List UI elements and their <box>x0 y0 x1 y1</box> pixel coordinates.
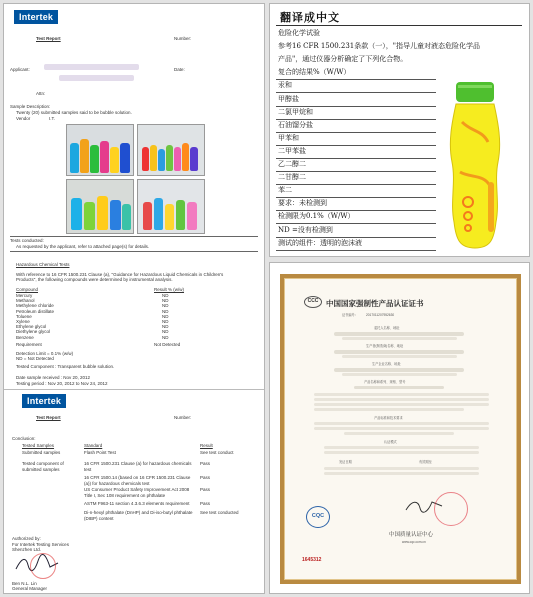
compound-name: Methanol <box>16 298 35 304</box>
conclusion-standard: Flash Point Test <box>84 450 116 455</box>
translation-line: 甲苯和 <box>278 133 299 142</box>
compound-name: Methylene chloride <box>16 303 54 309</box>
for-org: For Intertek Testing Services <box>12 542 69 547</box>
conclusion-standard: 16 CFR 1500.14 (based on 16 CFR 1500.231 Clause (a)) for hazardous chemicals test <box>84 475 191 486</box>
translation-line: 乙二醇二 <box>278 160 306 168</box>
hazard-heading: Hazardous Chemical Tests <box>16 262 70 267</box>
conclusion-result: Pass <box>200 501 211 506</box>
notes-text-1 <box>324 467 479 470</box>
col-result: Result <box>200 443 213 448</box>
conclusion-result: Pass <box>200 475 211 480</box>
certificate-frame <box>280 274 521 584</box>
intertek-logo: Intertek <box>14 10 58 24</box>
standard-text-1 <box>314 422 489 425</box>
signer-name: Ben N.L. Lin <box>12 581 37 586</box>
translation-line: 石油馏分盐 <box>278 120 313 129</box>
line-divider <box>276 158 436 159</box>
compound-result: ND <box>162 334 169 340</box>
intertek-logo-page2: Intertek <box>22 394 66 408</box>
validity-label: 有效期至 <box>419 460 432 464</box>
compound-column-header: Compound <box>16 287 39 292</box>
tests-conducted-heading: Tests conducted: <box>10 238 44 243</box>
sample-text: Twenty (20) submitted samples said to be bubble solution. <box>16 110 132 115</box>
conclusion-standard: ASTM F963-11 section 4.3.6.3 elements requirement <box>84 501 190 506</box>
issue-label: 发证日期 <box>339 460 352 464</box>
conclusion-result: See test conduct <box>200 450 234 455</box>
conclusion-result: See test conducted <box>200 510 239 515</box>
sample-heading: Sample Description: <box>10 104 51 109</box>
sample-photo-1 <box>66 124 134 176</box>
bubble-bottle-image <box>442 82 508 252</box>
page-break <box>4 389 265 390</box>
org-city: Shenzhen Ltd. <box>12 547 42 552</box>
attn-label: Attn: <box>36 91 46 96</box>
date-received: Date sample received : Nov 20, 2012 <box>16 375 91 380</box>
col-standard: Standard <box>84 443 103 448</box>
compound-result: ND <box>162 303 169 309</box>
official-seal <box>434 492 468 526</box>
maker-label: 生产者(制造商)名称、地址 <box>366 344 404 348</box>
translation-line: 甲醇盐 <box>278 94 299 103</box>
translation-line: 要求：未检测到 <box>278 199 327 208</box>
applicant-label: Applicant: <box>10 67 30 72</box>
line-divider <box>276 119 436 120</box>
compound-result: ND <box>162 298 169 304</box>
ccc-mark: CCC <box>304 296 322 308</box>
conclusion-heading: Conclusion: <box>12 436 36 441</box>
compound-name: Xylene <box>16 319 30 324</box>
vendor-value: I.T. <box>49 116 56 121</box>
standard-label: 产品标准和技术要求 <box>374 416 403 420</box>
certificate-org: 中国质量认证中心 <box>389 532 434 538</box>
sample-photo-4 <box>137 179 205 234</box>
result-column-header: Result % (w/w) <box>154 287 185 292</box>
line-divider <box>276 145 436 146</box>
signer-title: General Manager <box>12 586 48 591</box>
factory-label: 生产企业名称、地址 <box>372 362 401 366</box>
sample-photo-2 <box>137 124 205 176</box>
date-label: Date: <box>174 67 185 72</box>
col-tested-samples: Tested Samples <box>22 443 55 448</box>
compound-name: Diethylene glycol <box>16 329 51 335</box>
certificate-website: www.cqc.com.cn <box>402 540 426 544</box>
compound-name: Mercury <box>16 293 33 298</box>
requirement-value: Not Detected <box>154 342 181 347</box>
line-divider <box>276 92 436 93</box>
conclusion-sample: Submitted samples <box>22 450 61 455</box>
hazard-text-1: With reference to 16 CFR 1500.231 Clause (a), "Guidance for Hazardous Liquid Chemicals in Children's <box>16 272 224 277</box>
conclusion-result: Pass <box>200 487 211 492</box>
translation-line: 二氯甲烷和 <box>278 107 313 116</box>
factory-text <box>334 368 464 372</box>
rules-text-2 <box>324 451 479 454</box>
standard-text-2 <box>314 427 489 430</box>
testing-period: Testing period : Nov 20, 2012 to Nov 24, 2012 <box>16 381 108 386</box>
maker-address <box>342 355 457 358</box>
line-divider <box>276 106 436 107</box>
product-spec-3 <box>314 403 489 406</box>
compound-result: ND <box>162 319 169 324</box>
hazard-text-2: Products", the following compounds were determined by instrumental analysis. <box>16 277 173 282</box>
line-divider <box>276 132 436 133</box>
translation-line: 危险化学试验 <box>278 29 320 37</box>
report-title: Test Report <box>36 36 61 41</box>
divider <box>10 251 258 252</box>
vendor-label: Vendor <box>16 116 31 121</box>
maker-text <box>334 350 464 354</box>
header-divider <box>276 25 522 26</box>
line-divider <box>276 184 436 185</box>
authorized-by: Authorized by: <box>12 536 41 541</box>
compound-name: Petroleum distillate <box>16 308 55 314</box>
tests-conducted-text: As requested by the applicant, refer to attached page(s) for details. <box>16 244 150 249</box>
compound-result: ND <box>162 324 169 330</box>
rules-text-1 <box>324 446 479 449</box>
standard-text-3 <box>344 432 454 435</box>
translation-panel <box>269 3 530 257</box>
notes-text-2 <box>324 472 479 475</box>
product-spec-1 <box>314 393 489 396</box>
conclusion-standard: 16 CFR 1500.231 Clause (a) for hazardous chemicals test <box>84 461 192 472</box>
nd-note: ND = Not Detected <box>16 356 54 361</box>
conclusion-standard: US Consumer Product Safety Improvement Act 2008 Title I, Sec 108 requirement on phthalate <box>84 487 190 498</box>
product-spec-4 <box>314 408 464 411</box>
rules-label: 认证模式 <box>384 440 397 444</box>
product-spec-2 <box>314 398 489 401</box>
translation-line: 汞和 <box>278 81 292 90</box>
certificate-panel <box>269 262 530 594</box>
product-text <box>354 386 444 389</box>
translation-line: 产品"，通过仪器分析确定了下列化合物。 <box>278 55 408 64</box>
redacted-applicant <box>44 64 139 70</box>
compound-name: Benzene <box>16 334 34 340</box>
translation-line: 复合的结果%（W/W） <box>278 68 351 77</box>
line-divider <box>276 223 436 224</box>
holder-label: 委托人名称、地址 <box>374 326 400 330</box>
cert-no-label: 证书编号： <box>342 313 358 317</box>
compound-result: ND <box>162 313 169 319</box>
translation-line: 二甲苯盐 <box>278 146 306 155</box>
translation-line: 检测限为0.1%（W/W） <box>278 212 355 221</box>
tested-component: Tested Component : Transparent bubble solution. <box>16 364 115 369</box>
requirement-label: Requirement <box>16 342 42 347</box>
company-stamp <box>30 553 56 579</box>
translation-header: 翻译成中文 <box>280 11 340 24</box>
compound-result: ND <box>162 308 169 314</box>
compound-result: ND <box>162 329 169 335</box>
detection-limit: Detection Limit = 0.1% (w/w) <box>16 351 74 356</box>
conclusion-standard: Di-n-hexyl phthalate (DnHP) and Di-iso-butyl phthalate (DIBP) content <box>84 510 193 521</box>
compound-name: Ethylene glycol <box>16 324 47 330</box>
factory-address <box>342 373 457 376</box>
translation-line: 参考16 CFR 1500.231条款（一），"指导儿童对液态危险化学品 <box>278 42 480 51</box>
holder-text <box>334 332 464 336</box>
translation-line: 二甘醇二 <box>278 173 306 182</box>
redacted-address <box>59 75 134 81</box>
translation-line: 测试的组件：透明的泡沫液 <box>278 238 362 247</box>
translation-line: ND =没有检测到 <box>278 225 333 234</box>
line-divider <box>276 171 436 172</box>
product-label: 产品名称和系列、规格、型号 <box>364 380 406 384</box>
conclusion-result: Pass <box>200 461 211 466</box>
line-divider <box>276 250 436 251</box>
conclusion-sample: Tested component of submitted samples <box>22 461 64 472</box>
report-title-page2: Test Report <box>36 415 61 420</box>
number-label-page2: Number: <box>174 415 192 420</box>
line-divider <box>276 79 436 80</box>
cqc-logo: CQC <box>306 506 330 528</box>
holder-address <box>342 337 457 340</box>
test-report-document <box>3 3 265 594</box>
compound-result: ND <box>162 293 169 298</box>
number-label: Number: <box>174 36 192 41</box>
translation-line: 苯二 <box>278 186 292 195</box>
sample-photo-3 <box>66 179 134 234</box>
serial-number: 1645312 <box>302 557 322 563</box>
cert-no: 2017011207952630 <box>366 313 395 317</box>
line-divider <box>276 237 436 238</box>
certificate-title: 中国国家强制性产品认证证书 <box>326 299 424 308</box>
compound-name: Toluene <box>16 313 32 319</box>
divider <box>10 236 258 237</box>
